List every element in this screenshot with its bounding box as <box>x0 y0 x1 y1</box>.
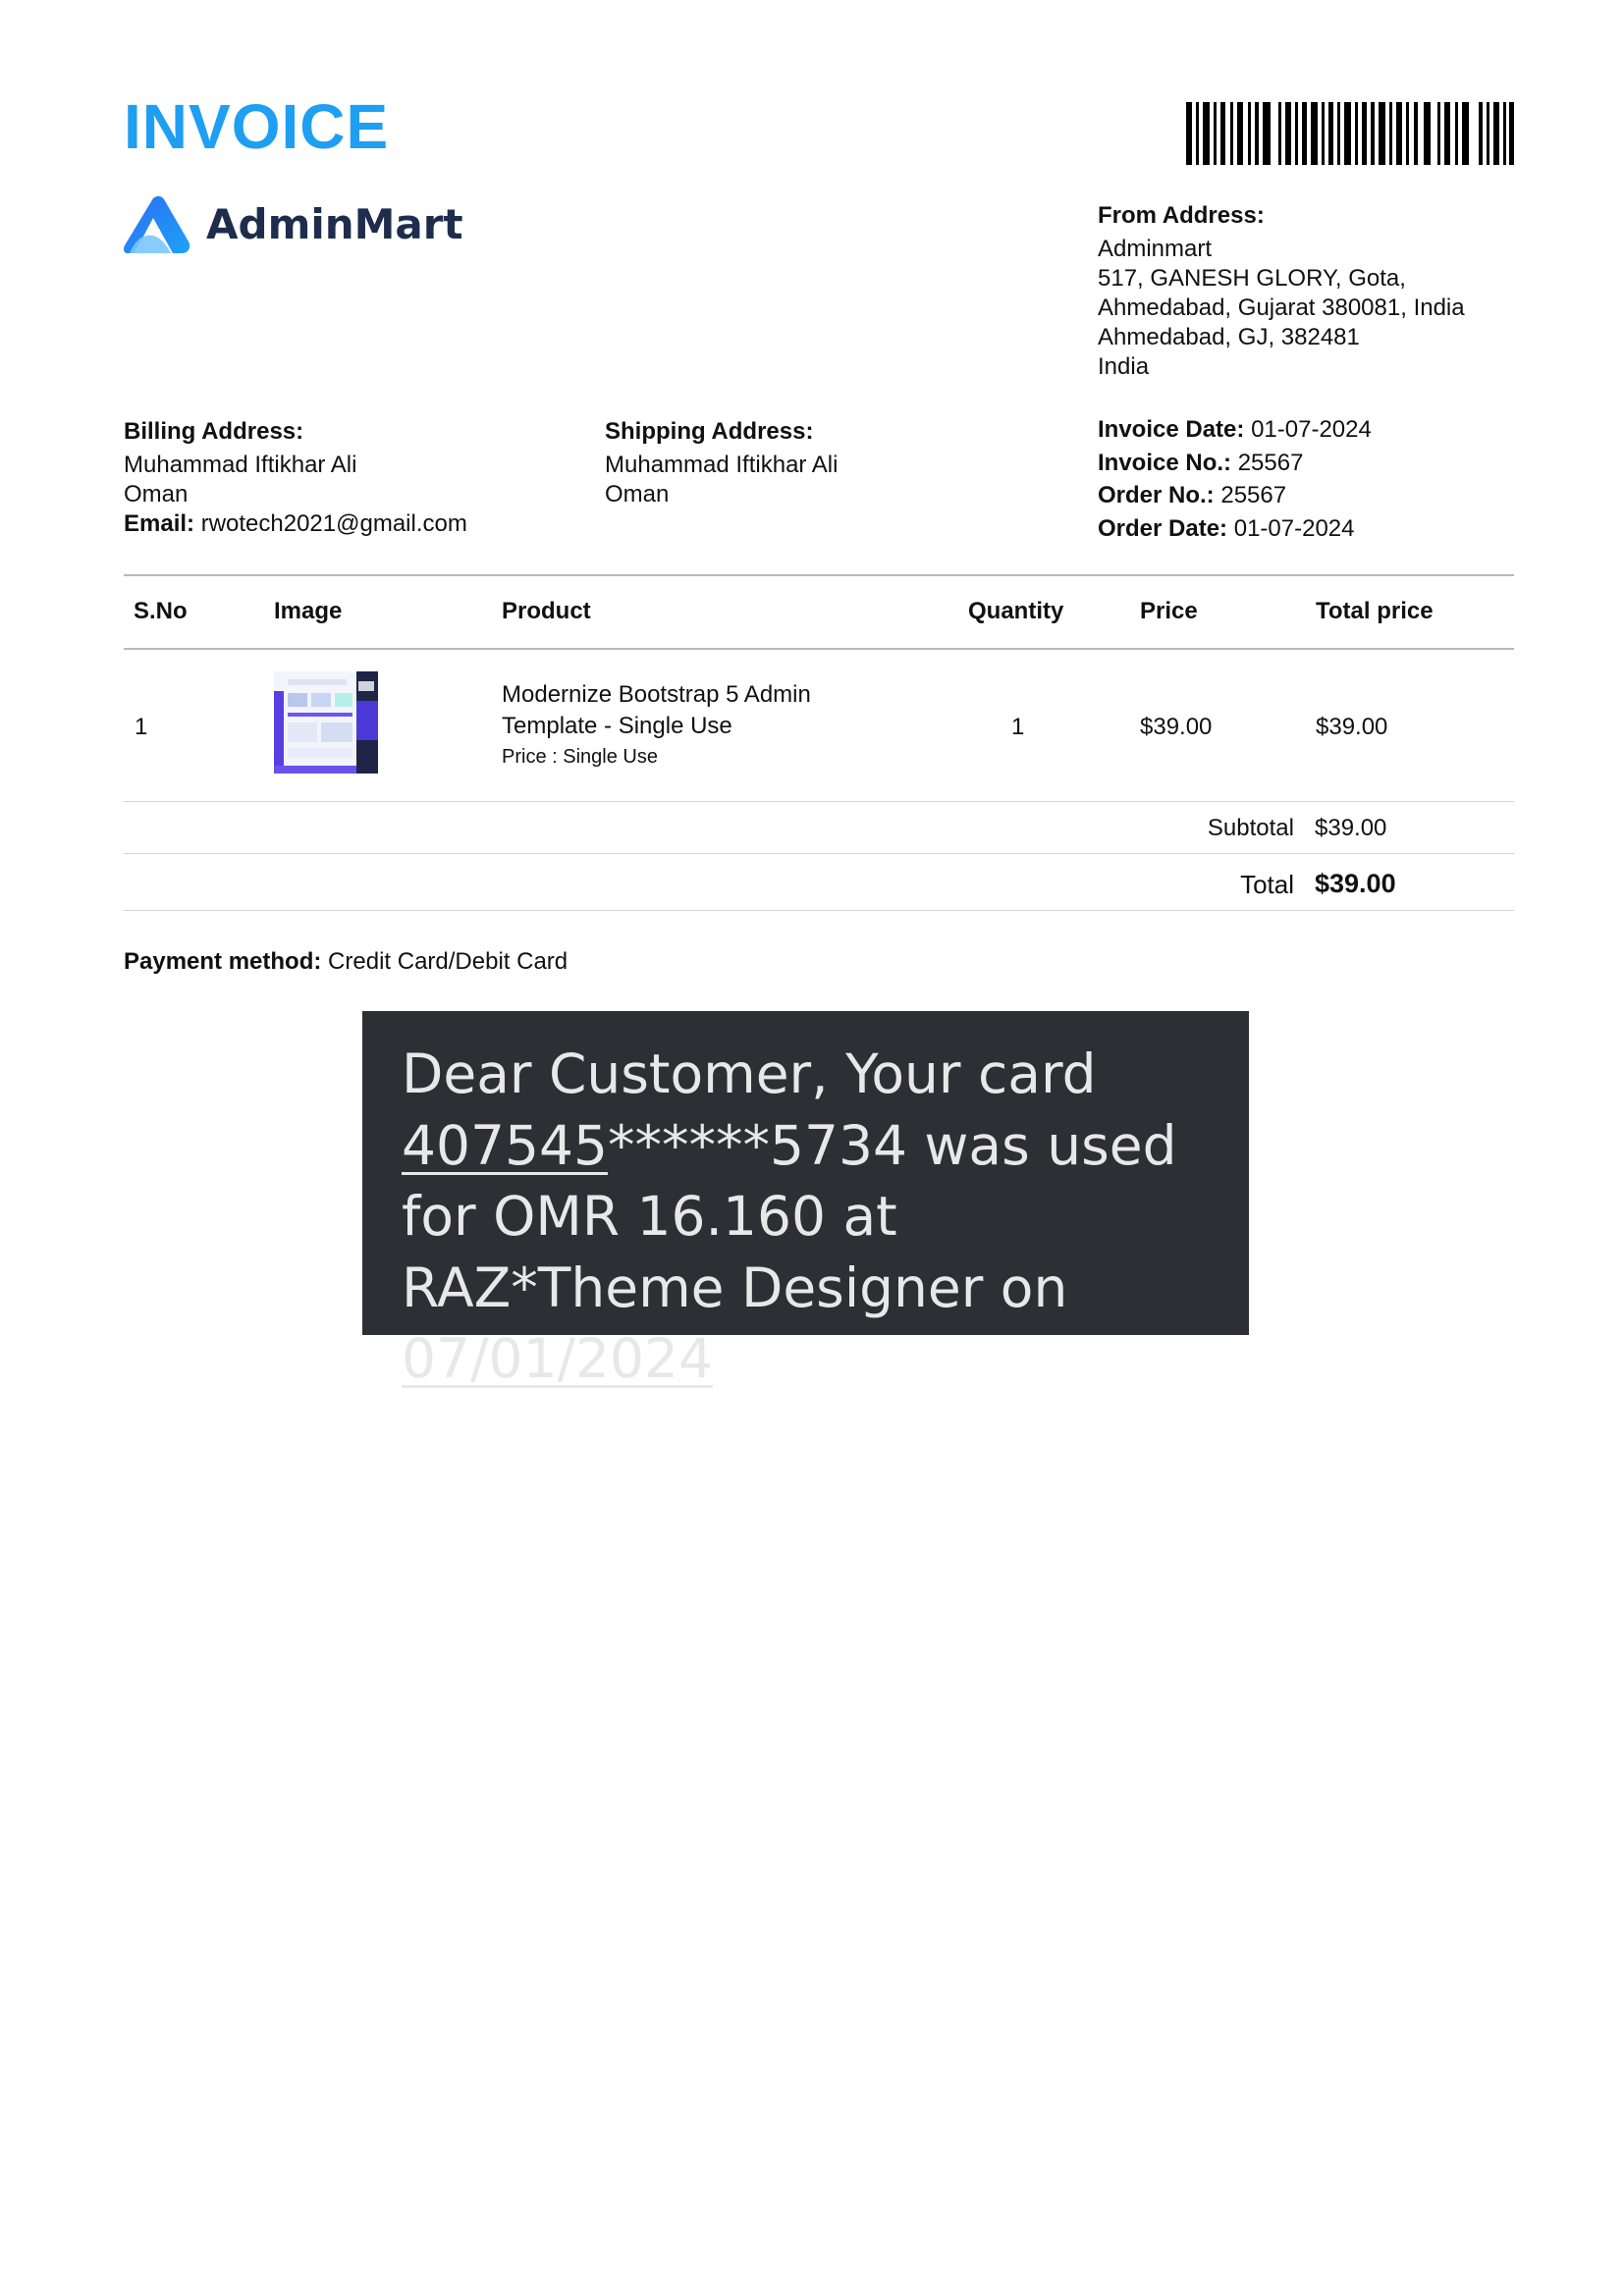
total-label: Total <box>1240 870 1294 899</box>
payment-method-value: Credit Card/Debit Card <box>328 948 568 975</box>
order-no: 25567 <box>1220 482 1287 508</box>
row-price: $39.00 <box>1140 714 1213 740</box>
order-no-label: Order No.: <box>1098 482 1215 508</box>
brand-name: AdminMart <box>206 200 463 248</box>
from-address-line: Ahmedabad, Gujarat 380081, India <box>1098 294 1465 321</box>
from-address-line: India <box>1098 353 1150 380</box>
billing-heading: Billing Address: <box>124 418 304 445</box>
payment-method <box>124 948 568 976</box>
order-date-row <box>1098 512 1372 546</box>
table-header-divider <box>124 648 1514 650</box>
from-address <box>1098 201 1465 382</box>
sms-message <box>402 1039 1236 1395</box>
table-top-divider <box>124 574 1514 576</box>
row-total: $39.00 <box>1316 714 1388 740</box>
shipping-address <box>605 417 838 509</box>
shipping-name: Muhammad Iftikhar Ali <box>605 452 839 478</box>
subtotal-label: Subtotal <box>1207 815 1294 841</box>
billing-email-row <box>124 509 467 539</box>
col-header-quantity: Quantity <box>968 598 1064 624</box>
invoice-date-row <box>1098 413 1372 447</box>
invoice-no-row <box>1098 447 1372 480</box>
billing-email-label: Email: <box>124 510 195 537</box>
subtotal-divider <box>124 853 1514 854</box>
col-header-price: Price <box>1140 598 1198 624</box>
sms-card-prefix: 407545 <box>402 1113 608 1177</box>
payment-method-label: Payment method: <box>124 948 322 975</box>
row-divider <box>124 801 1514 802</box>
total-divider <box>124 910 1514 911</box>
col-header-product: Product <box>502 598 591 624</box>
subtotal-value: $39.00 <box>1315 815 1387 841</box>
order-date: 01-07-2024 <box>1233 514 1355 542</box>
from-address-line: 517, GANESH GLORY, Gota, <box>1098 265 1406 292</box>
col-header-image: Image <box>274 598 343 624</box>
sms-date: 07/01/2024 <box>402 1327 714 1390</box>
col-header-sno: S.No <box>134 598 188 624</box>
from-address-line: Adminmart <box>1098 236 1213 262</box>
product-name-line2: Template - Single Use <box>502 713 732 739</box>
invoice-no-label: Invoice No.: <box>1098 449 1232 476</box>
row-quantity: 1 <box>1011 714 1025 740</box>
barcode-image <box>1186 102 1514 165</box>
product-name <box>502 679 875 742</box>
col-header-total-price: Total price <box>1316 598 1434 624</box>
order-no-row <box>1098 479 1372 512</box>
billing-address <box>124 417 467 539</box>
product-thumbnail <box>274 671 378 774</box>
sms-screenshot <box>362 1011 1249 1390</box>
order-date-label: Order Date: <box>1098 514 1228 542</box>
product-variant: Price : Single Use <box>502 746 658 768</box>
row-sno: 1 <box>135 714 148 740</box>
invoice-meta <box>1098 413 1372 545</box>
billing-country: Oman <box>124 481 189 507</box>
shipping-country: Oman <box>605 481 670 507</box>
billing-name: Muhammad Iftikhar Ali <box>124 452 357 478</box>
adminmart-logo-icon <box>124 196 190 255</box>
invoice-date: 01-07-2024 <box>1251 416 1372 443</box>
from-address-heading: From Address: <box>1098 202 1265 229</box>
invoice-date-label: Invoice Date: <box>1098 416 1245 443</box>
billing-email: rwotech2021@gmail.com <box>200 510 467 537</box>
from-address-line: Ahmedabad, GJ, 382481 <box>1098 324 1360 350</box>
total-value: $39.00 <box>1315 869 1396 898</box>
product-name-line1: Modernize Bootstrap 5 Admin <box>502 681 811 708</box>
sms-text-part2: ******5734 was used for OMR 16.160 at RAZ*Theme Designer on <box>402 1113 1177 1319</box>
shipping-heading: Shipping Address: <box>605 418 814 445</box>
invoice-no: 25567 <box>1237 449 1304 476</box>
invoice-title: INVOICE <box>124 91 390 162</box>
sms-text-part1: Dear Customer, Your card <box>402 1042 1097 1105</box>
